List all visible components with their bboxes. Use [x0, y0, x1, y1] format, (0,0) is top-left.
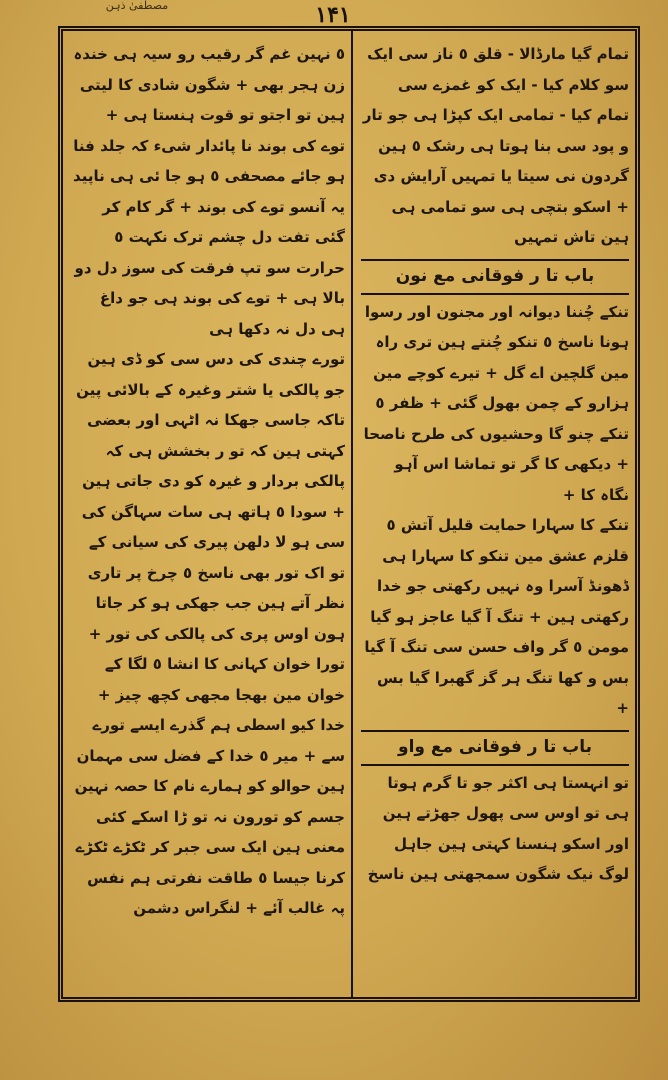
running-header: مصطفیٰ ذہن: [105, 0, 169, 12]
right-paragraph-3: تنکے کا سہارا حمایت قلیل آتش ٥ قلزم عشق مین تنکو کا سہارا ہی ڈھونڈ آسرا وہ نہیں رکھتی جو خدا رکھتی ہین + تنگ آ گیا عاجز ہو گیا مومن ٥ گر واف حسن سی تنگ آ گیا بس و کھا تنگ ہر گز گھبرا گیا بس +: [364, 516, 629, 717]
right-paragraph-2: تنکے چُننا دیوانہ اور مجنون اور رسوا ہونا ناسخ ٥ تنکو چُنتے ہین تری راہ مین گلچین اے گل + تیرے کوچے مین ہزارو کے چمن بھول گئی + ظفر ٥ تنکے چنو گا وحشیوں کی طرح ناصحا + دیکھی کا گر تو تماشا اس آہو نگاہ کا +: [363, 302, 629, 504]
left-paragraph-1: ٥ نہین غم گر رقیب رو سیہ ہی خندہ زن ہجر بھی + شگون شادی کا لیتی ہین تو اجتو تو قوت ہنستا ہی +: [73, 45, 345, 124]
column-divider: [351, 31, 353, 997]
right-column: [361, 39, 629, 985]
left-paragraph-2: توے کی بوند نا پائدار شیء کہ جلد فنا ہو جائے مصحفی ٥ ہو جا ئی ہی ناپید یہ آنسو توے کی بوند + گر کام کر گئی تفت دل چشم ترک نکہت ٥ حرارت سو تپ فرقت کی سوز دل دو بالا ہی + توے کی بوند ہی جو داغ ہی دل نہ دکھا ہی: [73, 136, 345, 338]
left-paragraph-3: تورے چندی کی دس سی کو ڈی ہین جو پالکی یا شتر وغیرہ کے بالائی پین تاکہ جاسی جھکا نہ اٹہی اور بعضی کہتی ہین کہ تو ر بخشش ہی کہ پالکی بردار و غیرہ کو دی جاتی ہین + سودا ٥ ہاتھ ہی سات سہاگن کی سی ہو لا دلھن پیری کی سیانی کے تو اک تور بھی ناسخ ٥ چرخ پر تاری نظر آتے ہین جب جھکی ہو کر جاتا ہون اوس پری کی پالکی کی تور + تورا خوان کہانی کا انشا ٥ لگا کے خوان مین بھجا مجھی کچھ چیز + خدا کیو اسطی ہم گذرے ایسے تورے سے + میر ٥ خدا کے فضل سی مہمان ہین حوالو کو ہمارے نام کا حصہ نہین جسم کو تورون نہ تو ڑا اسکے کئی معنی ہین ایک سی جبر کر ٹکڑے ٹکڑے کرنا جیسا ٥ طاقت نفرتی ہم نفس پہ غالب آئے + لنگراس دشمن: [74, 350, 345, 917]
section-title-ta-waw: باب تا ر فوقانی مع واو: [361, 730, 629, 766]
page-number: ۱۴۱: [315, 2, 351, 28]
section-title-ta-noon: باب تا ر فوقانی مع نون: [361, 259, 629, 295]
left-column: [71, 39, 345, 985]
right-paragraph-4: تو انہستا ہی اکثر جو تا گرم ہوتا ہی تو اوس سی پھول جھڑتے ہین اور اسکو ہنسنا کہتی ہین جاہل لوگ نیک شگون سمجھتی ہین ناسخ: [367, 773, 629, 883]
right-paragraph-1: تمام گیا مارڈالا - قلق ٥ ناز سی ایک سو کلام کیا - ایک کو غمزے سی تمام کیا - تمامی ایک کپڑا ہی جو تار و پود سی بنا ہوتا ہی رشک ٥ ہین گردون نی سیتا یا تمہیں آرایش دی + اسکو بتچی ہی سو تمامی ہی ہین تاش تمہیں: [362, 45, 629, 246]
text-frame: [58, 26, 640, 1002]
